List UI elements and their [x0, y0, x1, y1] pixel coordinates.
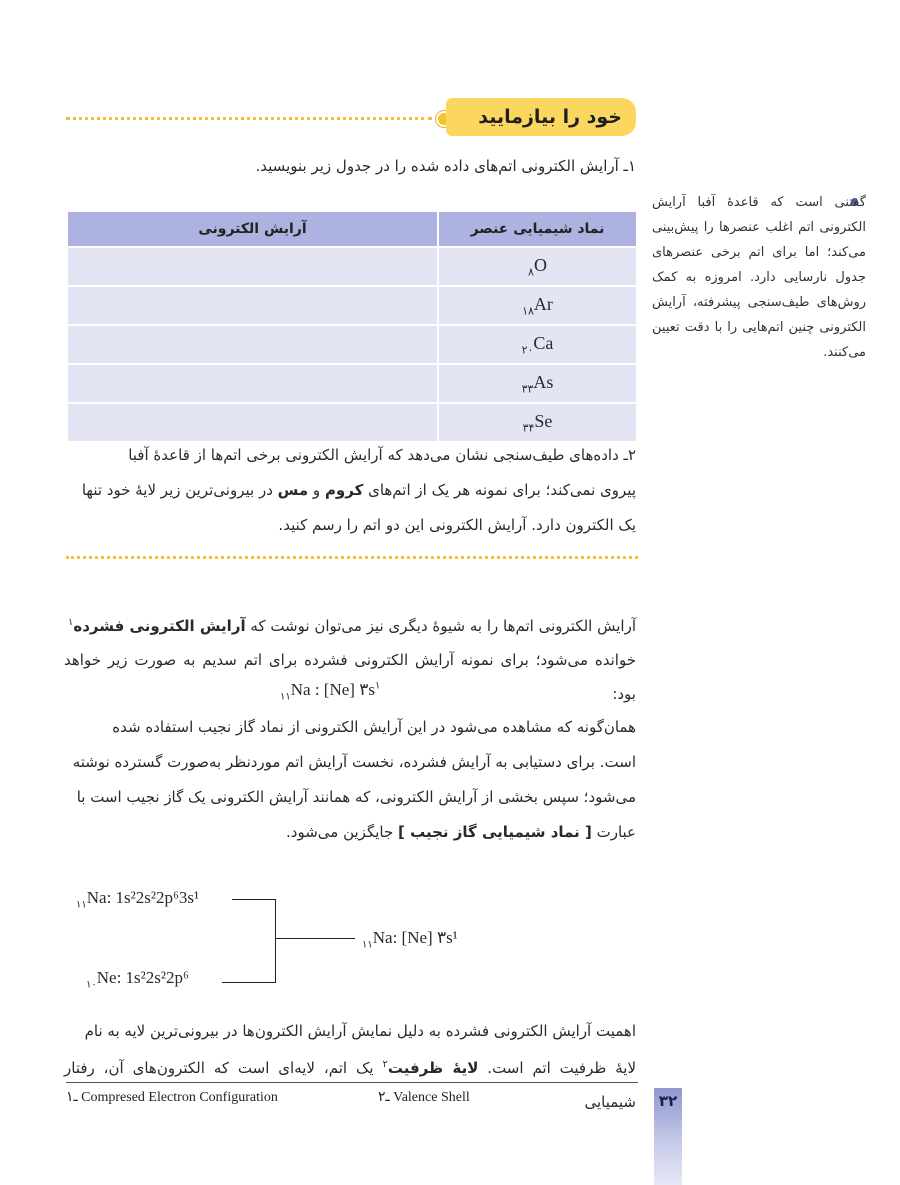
closing-line-2: لایۀ ظرفیت اتم است. لایۀ ظرفیت$^۲$ یک اتم، لایه‌ای است که الکترون‌های آن، رفتار شیمیایی — [64, 1059, 637, 1111]
section-title: خود را بیازمایید — [478, 106, 622, 128]
section-banner — [446, 98, 636, 136]
table-row — [67, 364, 637, 403]
chromium-term: کروم — [324, 481, 364, 499]
config-cell[interactable] — [67, 325, 438, 364]
element-symbol: $_{۲۰}$Ca — [438, 325, 637, 364]
p2-line-1: همان‌گونه که مشاهده می‌شود در این آرایش الکترونی از نماد گاز نجیب استفاده شده — [112, 718, 636, 736]
dotted-divider — [66, 556, 638, 559]
question-2 — [64, 438, 636, 543]
question-1: ۱ـ آرایش الکترونی اتم‌های داده شده را در جدول زیر بنویسید. — [255, 157, 636, 175]
config-cell[interactable] — [67, 286, 438, 325]
table-row — [67, 325, 637, 364]
bracket-vertical — [275, 899, 276, 983]
sodium-full-config: $_{۱۱}$Na: 1s²2s²2p⁶3s¹ — [76, 888, 200, 911]
p2-line-3: می‌شود؛ سپس بخشی از آرایش الکترونی، که همانند آرایش الکترونی یک گاز نجیب است با — [76, 788, 636, 806]
header-symbol: نماد شیمیایی عنصر — [438, 211, 637, 247]
page-number: ۳۲ — [658, 1092, 678, 1110]
config-cell[interactable] — [67, 247, 438, 286]
p2-line-2: است. برای دستیابی به آرایش فشرده، نخست آرایش اتم موردنظر به‌صورت گسترده نوشته — [72, 753, 636, 771]
q2-line-2: پیروی نمی‌کند؛ برای نمونه هر یک از اتم‌های کروم و مس در بیرونی‌ترین زیر لایۀ خود تنها — [81, 481, 636, 499]
dotted-divider — [66, 117, 432, 120]
bracket-bottom — [222, 982, 276, 983]
compressed-config-term: آرایش الکترونی فشرده — [73, 617, 246, 635]
bracket-top — [232, 899, 276, 900]
p1-line-2: خوانده می‌شود؛ برای نمونه آرایش الکترونی فشرده برای اتم سدیم به صورت زیر خواهد بود: — [64, 651, 636, 703]
element-symbol: $_{۱۸}$Ar — [438, 286, 637, 325]
p2-line-4: عبارت [ نماد شیمیایی گاز نجیب ] جایگزین می‌شود. — [286, 823, 636, 841]
element-symbol: $_{۳۳}$As — [438, 364, 637, 403]
footnote-2: ۲ـ Valence Shell — [378, 1090, 470, 1105]
table-row — [67, 247, 637, 286]
body-paragraph-2 — [64, 710, 636, 850]
table-row — [67, 286, 637, 325]
header-config: آرایش الکترونی — [67, 211, 438, 247]
electron-config-table — [66, 210, 638, 443]
sodium-compressed-formula: $_{۱۱}$Na : [Ne] $۳s^۱$ — [280, 680, 381, 703]
config-cell[interactable] — [67, 403, 438, 442]
config-cell[interactable] — [67, 364, 438, 403]
p1-line-1: آرایش الکترونی اتم‌ها را به شیوۀ دیگری نیز می‌توان نوشت که آرایش الکترونی فشرده$^۱$ — [67, 617, 636, 635]
table-row — [67, 403, 637, 442]
q2-line-1: ۲ـ داده‌های طیف‌سنجی نشان می‌دهد که آرایش الکترونی برخی اتم‌ها از قاعدۀ آفبا — [128, 446, 636, 464]
q2-line-3: یک الکترون دارد. آرایش الکترونی این دو اتم را رسم کنید. — [278, 516, 636, 534]
sodium-short-config: $_{۱۱}$Na: [Ne] ۳s¹ — [362, 928, 458, 951]
footnote-rule — [66, 1082, 638, 1083]
bracket-arrow — [275, 938, 355, 939]
valence-shell-term: لایۀ ظرفیت — [387, 1059, 479, 1077]
element-symbol: $_۸$O — [438, 247, 637, 286]
element-symbol: $_{۳۴}$Se — [438, 403, 637, 442]
closing-line-1: اهمیت آرایش الکترونی فشرده به دلیل نمایش آرایش الکترون‌ها در بیرونی‌ترین لایه به نام — [84, 1022, 636, 1040]
side-note: گفتنی است که قاعدۀ آفبا آرایش الکترونی اتم اغلب عنصرها را پیش‌بینی می‌کند؛ اما برای اتم برخی عنصرهای جدول نارسایی دارد. امروزه به کمک روش‌های طیف‌سنجی پیشرفته، آرایش الکترونی چنین اتم‌هایی را با دقت تعیین می‌کنند. — [652, 195, 866, 360]
noble-gas-symbol-term: [ نماد شیمیایی گاز نجیب ] — [398, 823, 592, 841]
footnote-1: ۱ـ Compresed Electron Configuration — [66, 1090, 278, 1105]
copper-term: مس — [277, 481, 309, 499]
neon-full-config: $_{۱۰}$Ne: 1s²2s²2p⁶ — [86, 968, 189, 991]
